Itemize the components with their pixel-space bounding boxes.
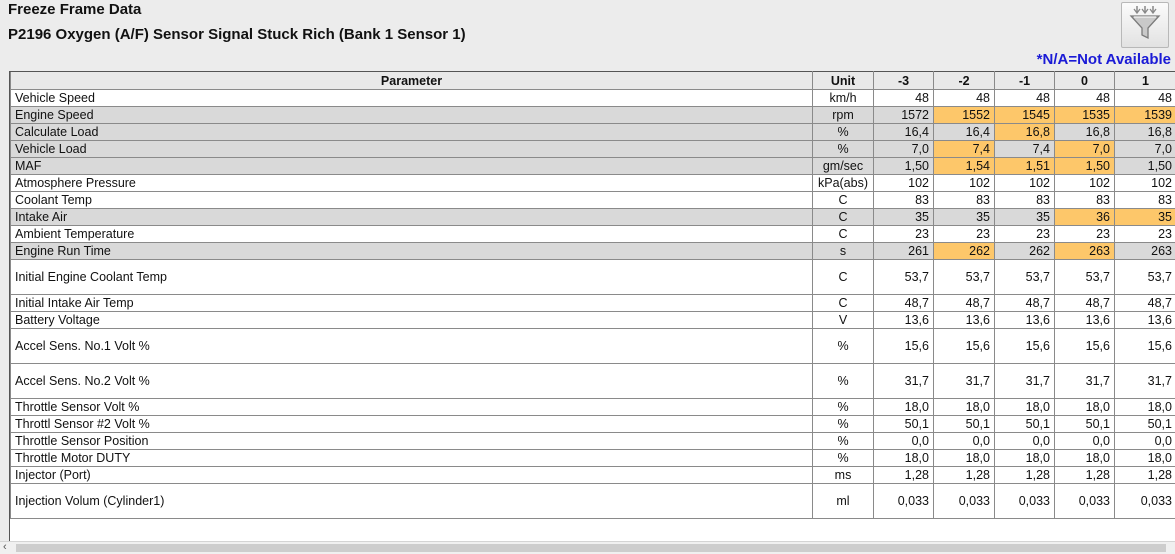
horizontal-scrollbar[interactable] <box>0 541 1175 554</box>
value-cell: 1,51 <box>995 158 1055 175</box>
value-cell: 261 <box>874 243 934 260</box>
value-cell: 18,0 <box>1055 450 1115 467</box>
value-cell: 35 <box>995 209 1055 226</box>
unit-cell: V <box>813 312 874 329</box>
value-cell: 18,0 <box>934 399 995 416</box>
unit-cell: % <box>813 124 874 141</box>
table-row[interactable] <box>11 484 1175 519</box>
table-row[interactable] <box>11 416 1175 433</box>
value-cell: 23 <box>995 226 1055 243</box>
value-cell: 18,0 <box>874 399 934 416</box>
table-row[interactable] <box>11 312 1175 329</box>
value-cell: 15,6 <box>1055 329 1115 364</box>
value-cell: 16,4 <box>874 124 934 141</box>
value-cell: 1,50 <box>874 158 934 175</box>
value-cell: 263 <box>1115 243 1175 260</box>
parameter-cell: Battery Voltage <box>11 312 813 329</box>
value-cell: 18,0 <box>1115 450 1175 467</box>
value-cell: 18,0 <box>995 450 1055 467</box>
parameter-cell: Throttl Sensor #2 Volt % <box>11 416 813 433</box>
value-cell: 31,7 <box>934 364 995 399</box>
table-row[interactable] <box>11 158 1175 175</box>
unit-cell: ml <box>813 484 874 519</box>
unit-cell: C <box>813 209 874 226</box>
value-cell: 102 <box>1055 175 1115 192</box>
table-row[interactable] <box>11 260 1175 295</box>
value-cell: 31,7 <box>1115 364 1175 399</box>
unit-cell: C <box>813 295 874 312</box>
parameter-cell: Engine Speed <box>11 107 813 124</box>
value-cell: 1,50 <box>1115 158 1175 175</box>
value-cell: 0,0 <box>995 433 1055 450</box>
table-row[interactable] <box>11 399 1175 416</box>
value-cell: 53,7 <box>874 260 934 295</box>
value-cell: 35 <box>1115 209 1175 226</box>
dtc-description: P2196 Oxygen (A/F) Sensor Signal Stuck Rich (Bank 1 Sensor 1) <box>8 26 466 43</box>
value-cell: 48,7 <box>995 295 1055 312</box>
table-row[interactable] <box>11 450 1175 467</box>
value-cell: 7,4 <box>995 141 1055 158</box>
value-cell: 83 <box>934 192 995 209</box>
value-cell: 13,6 <box>1115 312 1175 329</box>
value-cell: 262 <box>995 243 1055 260</box>
parameter-cell: Atmosphere Pressure <box>11 175 813 192</box>
unit-cell: gm/sec <box>813 158 874 175</box>
value-cell: 13,6 <box>874 312 934 329</box>
parameter-cell: Injector (Port) <box>11 467 813 484</box>
window-title: Freeze Frame Data <box>8 1 141 18</box>
value-cell: 1,28 <box>934 467 995 484</box>
value-cell: 15,6 <box>995 329 1055 364</box>
value-cell: 35 <box>874 209 934 226</box>
value-cell: 102 <box>995 175 1055 192</box>
value-cell: 31,7 <box>995 364 1055 399</box>
table-row[interactable] <box>11 90 1175 107</box>
column-header[interactable]: -3 <box>874 72 934 90</box>
table-row[interactable] <box>11 107 1175 124</box>
unit-cell: km/h <box>813 90 874 107</box>
value-cell: 48 <box>1055 90 1115 107</box>
table-row[interactable] <box>11 243 1175 260</box>
parameter-cell: Vehicle Load <box>11 141 813 158</box>
value-cell: 48 <box>934 90 995 107</box>
value-cell: 0,0 <box>934 433 995 450</box>
value-cell: 18,0 <box>995 399 1055 416</box>
value-cell: 13,6 <box>934 312 995 329</box>
parameter-cell: Calculate Load <box>11 124 813 141</box>
value-cell: 48,7 <box>874 295 934 312</box>
value-cell: 53,7 <box>1115 260 1175 295</box>
parameter-cell: Vehicle Speed <box>11 90 813 107</box>
value-cell: 23 <box>1055 226 1115 243</box>
value-cell: 18,0 <box>1055 399 1115 416</box>
value-cell: 23 <box>934 226 995 243</box>
scroll-left-arrow-icon[interactable]: ‹ <box>3 541 7 553</box>
value-cell: 0,033 <box>874 484 934 519</box>
parameter-cell: Initial Intake Air Temp <box>11 295 813 312</box>
value-cell: 48,7 <box>1115 295 1175 312</box>
column-header[interactable]: Unit <box>813 72 874 90</box>
value-cell: 0,0 <box>874 433 934 450</box>
parameter-cell: Engine Run Time <box>11 243 813 260</box>
parameter-cell: Accel Sens. No.2 Volt % <box>11 364 813 399</box>
column-header[interactable]: -1 <box>995 72 1055 90</box>
unit-cell: % <box>813 141 874 158</box>
value-cell: 1,28 <box>1055 467 1115 484</box>
value-cell: 1535 <box>1055 107 1115 124</box>
value-cell: 1,50 <box>1055 158 1115 175</box>
value-cell: 13,6 <box>995 312 1055 329</box>
value-cell: 50,1 <box>874 416 934 433</box>
table-header-row <box>11 72 1175 90</box>
parameter-cell: MAF <box>11 158 813 175</box>
value-cell: 102 <box>1115 175 1175 192</box>
column-header[interactable]: 1 <box>1115 72 1175 90</box>
value-cell: 48 <box>1115 90 1175 107</box>
unit-cell: % <box>813 364 874 399</box>
value-cell: 31,7 <box>1055 364 1115 399</box>
value-cell: 50,1 <box>995 416 1055 433</box>
funnel-filter-icon <box>1128 4 1162 47</box>
value-cell: 0,033 <box>1055 484 1115 519</box>
value-cell: 16,8 <box>1115 124 1175 141</box>
unit-cell: ms <box>813 467 874 484</box>
value-cell: 0,0 <box>1055 433 1115 450</box>
parameter-cell: Accel Sens. No.1 Volt % <box>11 329 813 364</box>
value-cell: 18,0 <box>1115 399 1175 416</box>
parameter-cell: Throttle Motor DUTY <box>11 450 813 467</box>
table-row[interactable] <box>11 329 1175 364</box>
value-cell: 1,28 <box>1115 467 1175 484</box>
unit-cell: % <box>813 433 874 450</box>
unit-cell: s <box>813 243 874 260</box>
value-cell: 102 <box>874 175 934 192</box>
na-legend-note: *N/A=Not Available <box>1037 51 1171 68</box>
column-header[interactable]: Parameter <box>11 72 813 90</box>
column-header[interactable]: 0 <box>1055 72 1115 90</box>
parameter-cell: Throttle Sensor Volt % <box>11 399 813 416</box>
value-cell: 83 <box>995 192 1055 209</box>
parameter-cell: Coolant Temp <box>11 192 813 209</box>
value-cell: 53,7 <box>995 260 1055 295</box>
value-cell: 1552 <box>934 107 995 124</box>
table-row[interactable] <box>11 141 1175 158</box>
unit-cell: % <box>813 399 874 416</box>
value-cell: 15,6 <box>874 329 934 364</box>
value-cell: 48 <box>874 90 934 107</box>
value-cell: 31,7 <box>874 364 934 399</box>
value-cell: 18,0 <box>934 450 995 467</box>
value-cell: 16,4 <box>934 124 995 141</box>
value-cell: 16,8 <box>1055 124 1115 141</box>
table-row[interactable] <box>11 226 1175 243</box>
parameter-cell: Initial Engine Coolant Temp <box>11 260 813 295</box>
value-cell: 50,1 <box>1115 416 1175 433</box>
value-cell: 0,033 <box>934 484 995 519</box>
value-cell: 1539 <box>1115 107 1175 124</box>
value-cell: 1,54 <box>934 158 995 175</box>
value-cell: 48,7 <box>1055 295 1115 312</box>
value-cell: 102 <box>934 175 995 192</box>
table-row[interactable] <box>11 467 1175 484</box>
unit-cell: C <box>813 260 874 295</box>
value-cell: 16,8 <box>995 124 1055 141</box>
value-cell: 35 <box>934 209 995 226</box>
value-cell: 13,6 <box>1055 312 1115 329</box>
value-cell: 7,0 <box>1055 141 1115 158</box>
value-cell: 0,0 <box>1115 433 1175 450</box>
value-cell: 83 <box>1115 192 1175 209</box>
unit-cell: % <box>813 416 874 433</box>
table-row[interactable] <box>11 175 1175 192</box>
table-row[interactable] <box>11 192 1175 209</box>
value-cell: 53,7 <box>1055 260 1115 295</box>
unit-cell: % <box>813 329 874 364</box>
table-row[interactable] <box>11 209 1175 226</box>
table-row[interactable] <box>11 124 1175 141</box>
value-cell: 1,28 <box>995 467 1055 484</box>
value-cell: 36 <box>1055 209 1115 226</box>
unit-cell: % <box>813 450 874 467</box>
parameter-cell: Intake Air <box>11 209 813 226</box>
value-cell: 53,7 <box>934 260 995 295</box>
unit-cell: C <box>813 226 874 243</box>
value-cell: 7,4 <box>934 141 995 158</box>
value-cell: 7,0 <box>874 141 934 158</box>
value-cell: 50,1 <box>1055 416 1115 433</box>
value-cell: 83 <box>1055 192 1115 209</box>
value-cell: 48,7 <box>934 295 995 312</box>
value-cell: 0,033 <box>1115 484 1175 519</box>
unit-cell: kPa(abs) <box>813 175 874 192</box>
freeze-frame-grid[interactable] <box>9 71 1175 541</box>
parameter-cell: Injection Volum (Cylinder1) <box>11 484 813 519</box>
value-cell: 263 <box>1055 243 1115 260</box>
value-cell: 15,6 <box>934 329 995 364</box>
value-cell: 262 <box>934 243 995 260</box>
value-cell: 1,28 <box>874 467 934 484</box>
value-cell: 7,0 <box>1115 141 1175 158</box>
value-cell: 15,6 <box>1115 329 1175 364</box>
unit-cell: C <box>813 192 874 209</box>
freeze-frame-table <box>10 71 1175 519</box>
value-cell: 0,033 <box>995 484 1055 519</box>
scrollbar-thumb[interactable] <box>16 544 1166 552</box>
table-row[interactable] <box>11 433 1175 450</box>
unit-cell: rpm <box>813 107 874 124</box>
value-cell: 48 <box>995 90 1055 107</box>
value-cell: 1545 <box>995 107 1055 124</box>
parameter-cell: Ambient Temperature <box>11 226 813 243</box>
parameter-cell: Throttle Sensor Position <box>11 433 813 450</box>
value-cell: 50,1 <box>934 416 995 433</box>
filter-button[interactable] <box>1121 2 1169 48</box>
column-header[interactable]: -2 <box>934 72 995 90</box>
value-cell: 23 <box>1115 226 1175 243</box>
value-cell: 18,0 <box>874 450 934 467</box>
table-row[interactable] <box>11 364 1175 399</box>
value-cell: 1572 <box>874 107 934 124</box>
table-row[interactable] <box>11 295 1175 312</box>
value-cell: 23 <box>874 226 934 243</box>
value-cell: 83 <box>874 192 934 209</box>
